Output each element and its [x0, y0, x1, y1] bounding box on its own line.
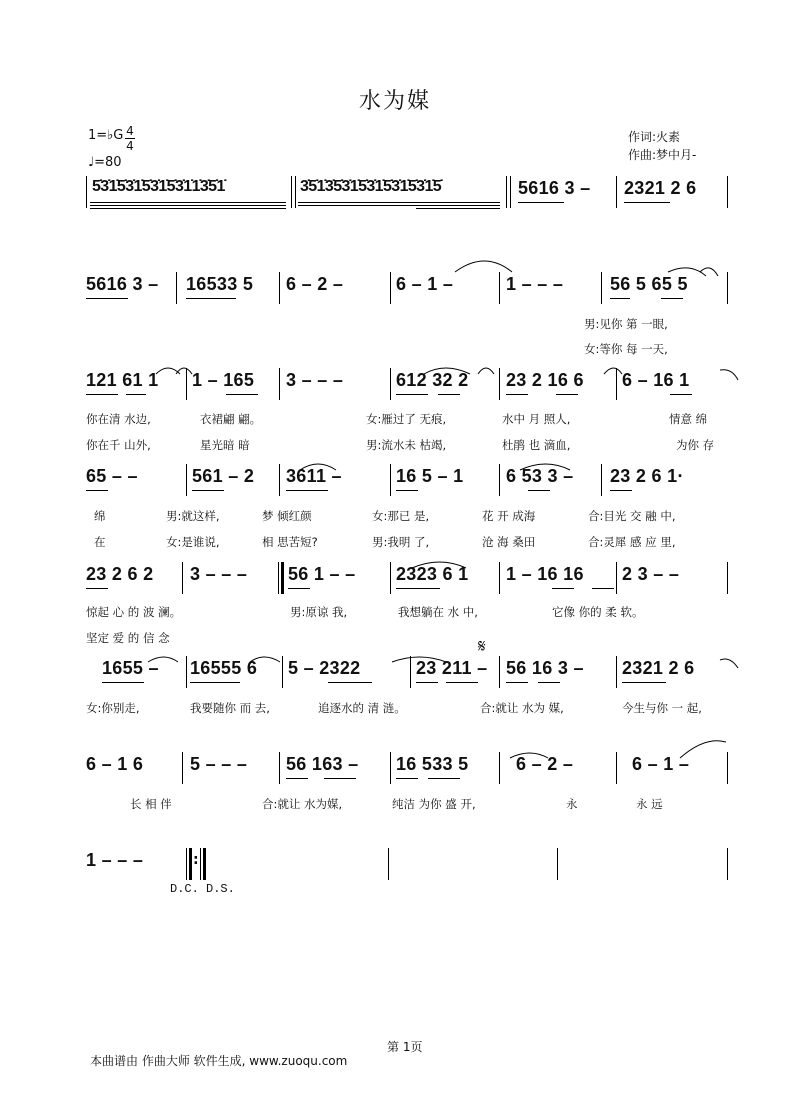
lyric-line: 女:等你 每 一天, — [584, 342, 668, 356]
measure: 23 2 6 1· — [610, 466, 684, 486]
segno-sign: 𝄋 — [478, 636, 486, 657]
measure: 56 1 – – — [288, 564, 356, 584]
measure: 6 – 2 – — [516, 754, 574, 774]
measure: 5 – 2322 — [288, 658, 361, 678]
measure: 56 163 – — [286, 754, 359, 774]
lyric-line: 女:雁过了 无痕, — [366, 412, 447, 426]
lyric-line: 坚定 爱 的 信 念 — [86, 631, 170, 645]
lyric-line: 今生与你 一 起, — [622, 701, 702, 715]
measure: 16533 5 — [186, 274, 254, 294]
lyric-line: 我要随你 而 去, — [190, 701, 270, 715]
measure: 6 – 1 – — [632, 754, 690, 774]
slur — [412, 562, 466, 568]
measure: 16 533 5 — [396, 754, 469, 774]
slur — [392, 657, 446, 662]
measure: 16 5 – 1 — [396, 466, 464, 486]
measure: 56 5 65 5 — [610, 274, 688, 294]
lyricist: 作词:火素 — [628, 130, 681, 144]
composer: 作曲:梦中月- — [628, 148, 697, 162]
measure: 1 – – – — [86, 850, 144, 870]
lyric-line: 男:流水未 枯竭, — [366, 438, 447, 452]
lyric-line: 男:我明 了, — [372, 535, 430, 549]
footer-credit: 本曲谱由 作曲大师 软件生成, www.zuoqu.com — [90, 1054, 348, 1068]
page-number: 第 1页 — [387, 1040, 423, 1054]
lyric-line: 花 开 成海 — [482, 509, 536, 523]
slur — [300, 464, 336, 470]
lyric-line: 为你 存 — [676, 438, 715, 452]
lyric-line: 梦 倾红颜 — [262, 509, 312, 523]
measure: 65 – – — [86, 466, 138, 486]
lyric-line: 衣裙翩 翩。 — [200, 412, 262, 426]
measure: 23 2 6 2 — [86, 564, 154, 584]
lyric-line: 永 远 — [636, 797, 663, 811]
lyric-line: 沧 海 桑田 — [482, 535, 536, 549]
measure: 1 – – – — [506, 274, 564, 294]
lyric-line: 星光暗 暗 — [200, 438, 250, 452]
lyric-line: 纯洁 为你 盛 开, — [392, 797, 476, 811]
slur — [520, 464, 570, 470]
measure: 1 – 16 16 — [506, 564, 584, 584]
key-text: 1=♭G — [88, 128, 124, 143]
lyric-line: 男:见你 第 一眼, — [584, 317, 668, 331]
measure: 2 3 – – — [622, 564, 680, 584]
measure: 612 32 2 — [396, 370, 469, 390]
measure: 3611 – — [286, 466, 342, 486]
slur — [424, 368, 470, 374]
measure: 5616 3 – — [86, 274, 159, 294]
slur — [680, 741, 726, 758]
slur — [250, 657, 280, 662]
measure: 3̇5̇1̇3̇5̇3̇1̇5̇3̇1̇5̇3̇1̇5̇3̇1̇5̇ — [300, 178, 442, 195]
lyric-line: 你在清 水边, — [86, 412, 151, 426]
slur — [478, 368, 494, 374]
lyric-line: 永 — [566, 797, 578, 811]
lyric-line: 在 — [94, 535, 106, 549]
lyric-line: 男:原谅 我, — [290, 605, 348, 619]
measure: 6 53 3 – — [506, 466, 574, 486]
time-bottom: 4 — [126, 139, 134, 153]
lyric-line: 合:目光 交 融 中, — [588, 509, 676, 523]
measure: 23 211 – — [416, 658, 488, 678]
dc-ds-marking: D.C. D.S. — [170, 882, 235, 896]
measure: 3 – – – — [286, 370, 344, 390]
lyric-line: 绵 — [94, 509, 106, 523]
lyric-line: 追逐水的 清 涟。 — [318, 701, 406, 715]
slur — [720, 659, 738, 668]
lyric-line: 男:就这样, — [166, 509, 220, 523]
measure: 6 – 16 1 — [622, 370, 690, 390]
measure: 3 – – – — [190, 564, 248, 584]
lyric-line: 女:你别走, — [86, 701, 140, 715]
slur — [700, 268, 718, 276]
lyric-line: 合:灵犀 感 应 里, — [588, 535, 676, 549]
slur — [668, 268, 706, 276]
slur — [148, 657, 178, 662]
measure: 561 – 2 — [192, 466, 255, 486]
lyric-line: 长 相 伴 — [130, 797, 172, 811]
measure: 6 – 1 – — [396, 274, 454, 294]
measure: 5 – – – — [190, 754, 248, 774]
measure: 16555 6 — [190, 658, 258, 678]
lyric-line: 它像 你的 柔 软。 — [552, 605, 644, 619]
time-top: 4 — [126, 124, 134, 138]
lyric-line: 女:那已 是, — [372, 509, 430, 523]
measure: 23 2 16 6 — [506, 370, 584, 390]
measure: 6 – 1 6 — [86, 754, 144, 774]
lyric-line: 相 思苦短? — [262, 535, 318, 549]
lyric-line: 水中 月 照人, — [502, 412, 571, 426]
measure: 56 16 3 – — [506, 658, 584, 678]
slur — [510, 753, 548, 758]
measure: 2321 2 6 — [622, 658, 695, 678]
lyric-line: 你在千 山外, — [86, 438, 151, 452]
repeat-dots: : — [193, 852, 199, 868]
lyric-line: 女:是谁说, — [166, 535, 220, 549]
measure: 2321 2 6 — [624, 178, 697, 198]
slur — [604, 368, 622, 374]
measure: 5616 3 – — [518, 178, 591, 198]
slur — [720, 370, 738, 380]
page-title: 水为媒 — [358, 89, 431, 114]
measure: 121 61 1 — [86, 370, 159, 390]
lyric-line: 杜鹃 也 滴血, — [502, 438, 571, 452]
tie — [455, 261, 512, 272]
lyric-line: 合:就让 水为 媒, — [480, 701, 564, 715]
lyric-line: 惊起 心 的 波 澜。 — [86, 605, 182, 619]
measure: 5̇3̇1̇5̇3̇1̇5̇3̇1̇5̇3̇1̇1̇3̇5̇1̇ — [92, 178, 225, 195]
lyric-line: 情意 绵 — [669, 412, 708, 426]
lyric-line: 我想躺在 水 中, — [398, 605, 478, 619]
measure: 6 – 2 – — [286, 274, 344, 294]
measure: 1655 – — [102, 658, 159, 678]
tempo-marking: ♩=80 — [88, 155, 122, 170]
lyric-line: 合:就让 水为媒, — [262, 797, 343, 811]
measure: 2323 6 1 — [396, 564, 469, 584]
measure: 1 – 165 — [192, 370, 255, 390]
